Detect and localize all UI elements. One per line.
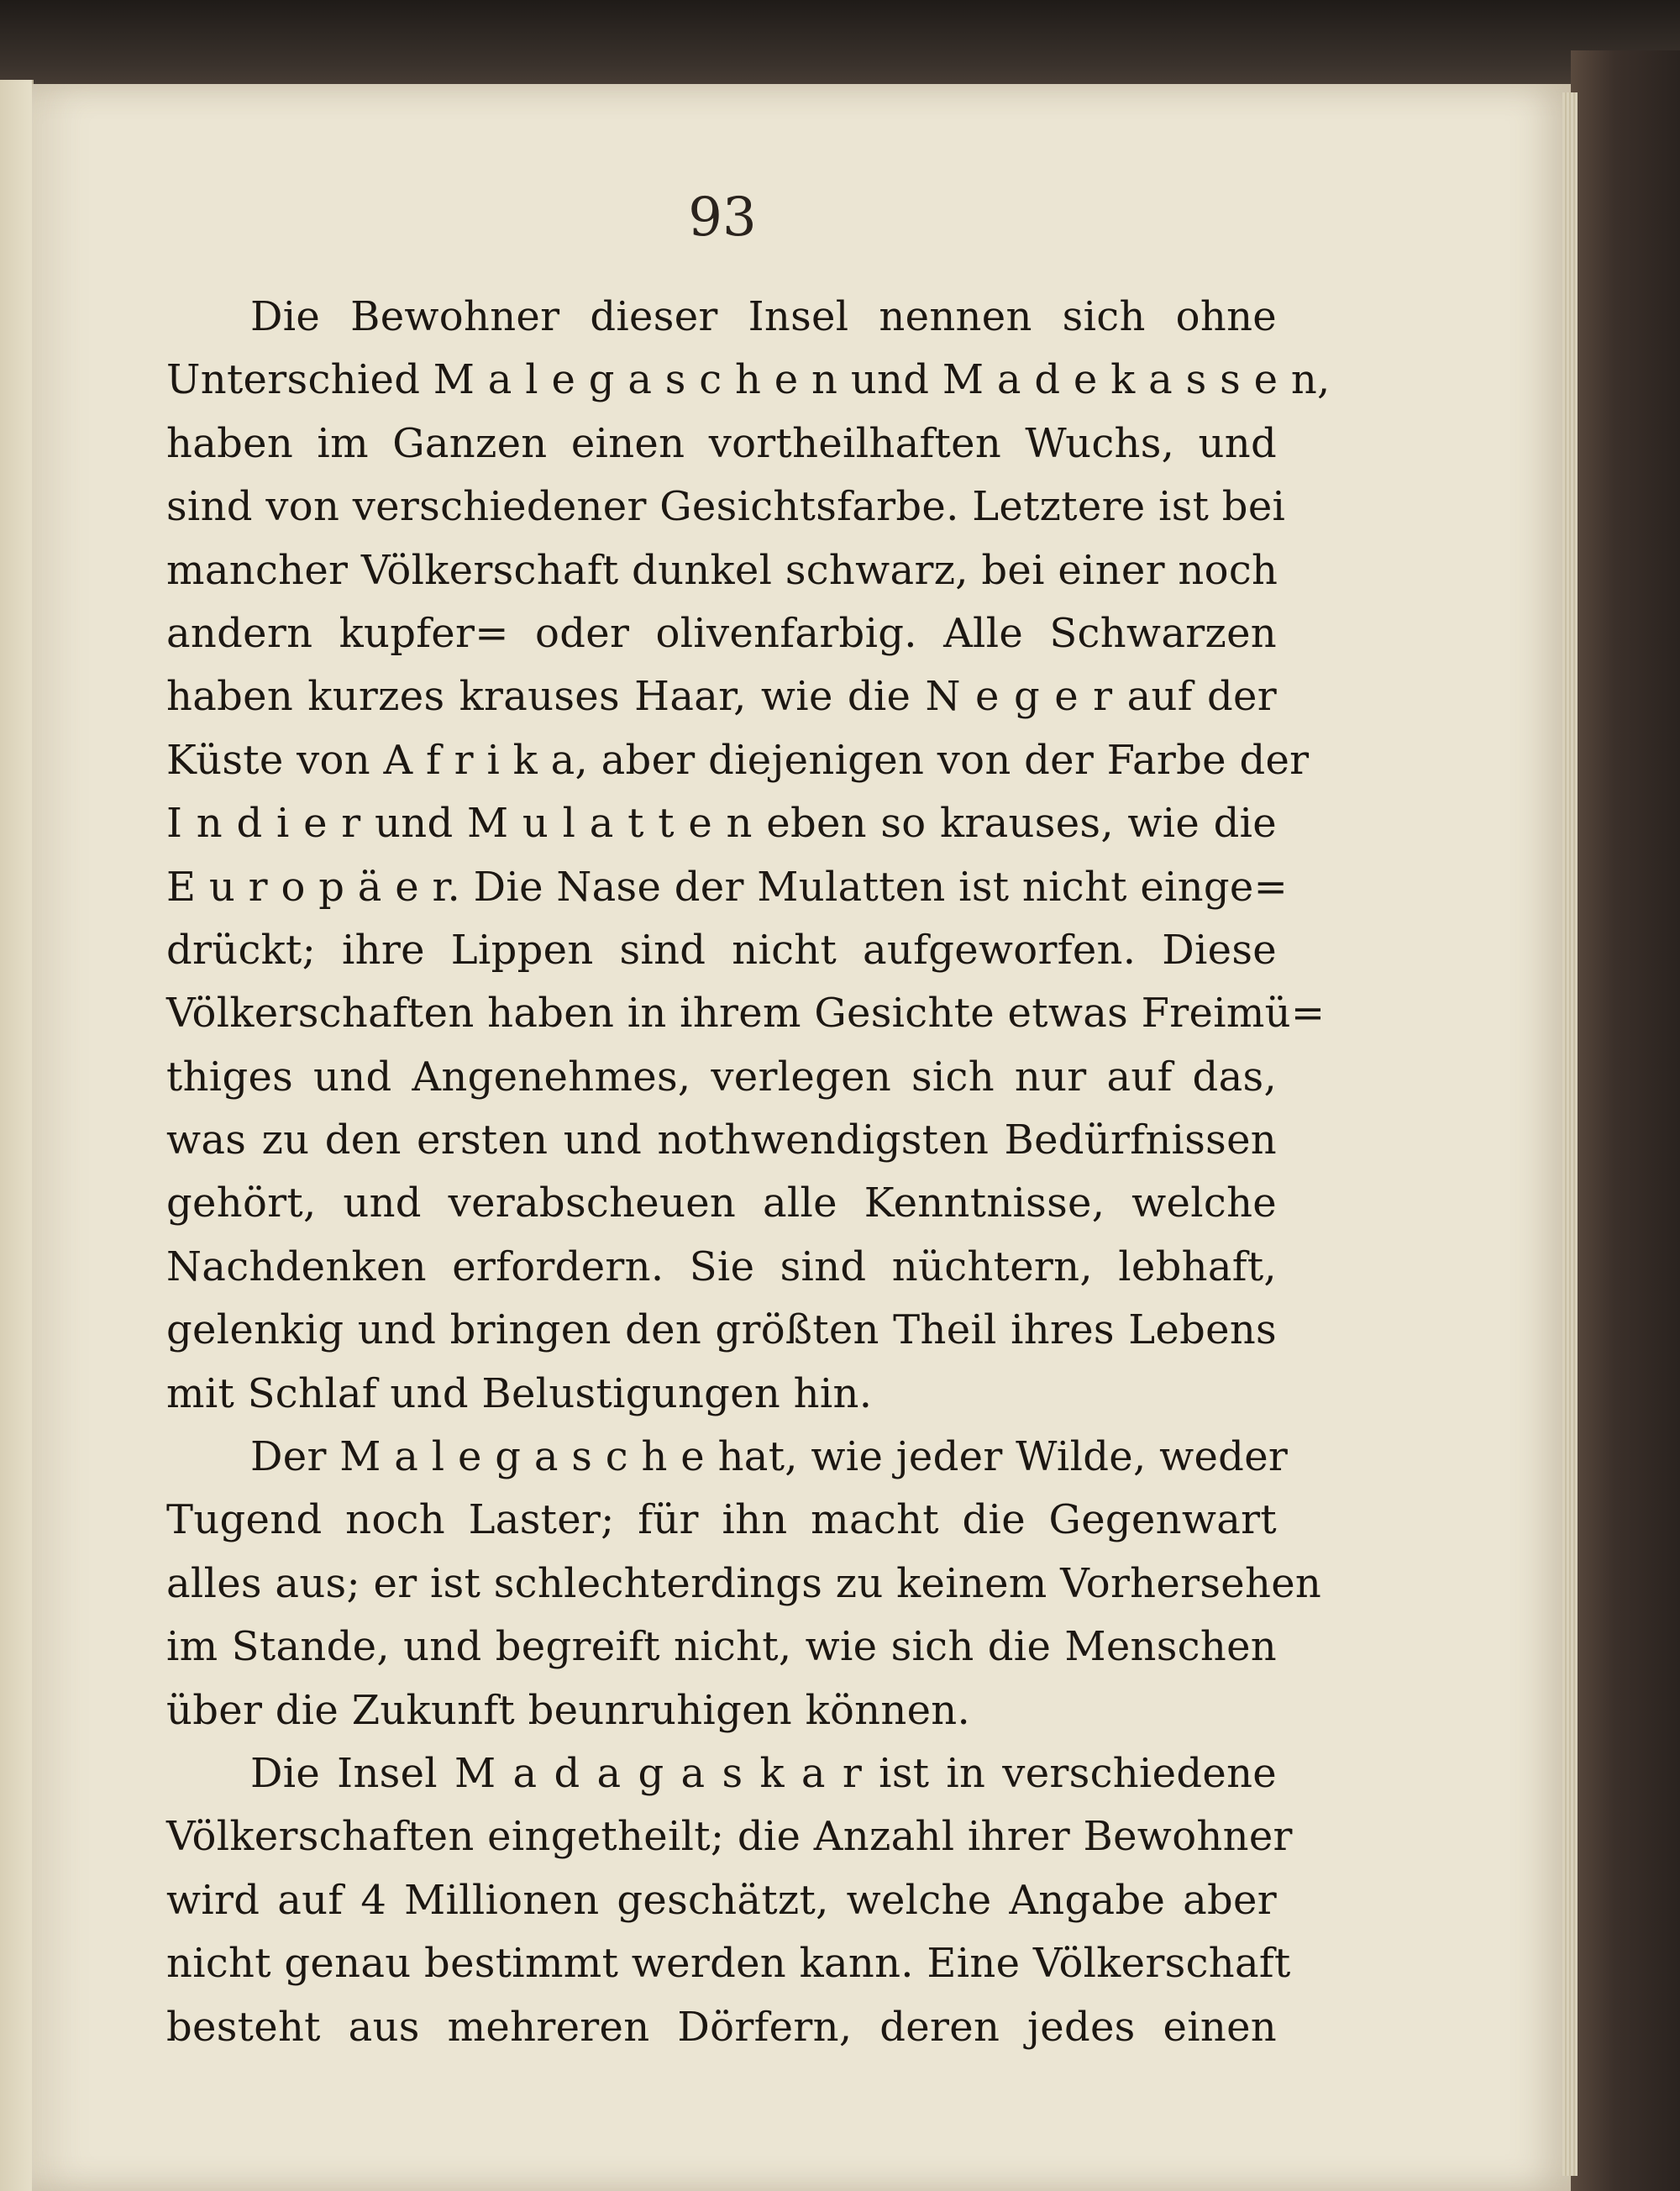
body-text: [166, 286, 1331, 2059]
text-line: Der M a l e g a s c h e hat, wie jeder Wilde, weder: [250, 1433, 1289, 1481]
text-line: gelenkig und bringen den größten Theil ihres Lebens: [166, 1306, 1277, 1354]
text-line: Die Insel M a d a g a s k a r ist in verschiedene: [250, 1749, 1277, 1797]
text-line: Küste von A f r i k a, aber diejenigen von der Farbe der: [166, 736, 1310, 784]
text-line: thiges und Angenehmes, verlegen sich nur auf das,: [166, 1053, 1277, 1101]
text-line: alles aus; er ist schlechterdings zu keinem Vorhersehen: [166, 1559, 1322, 1607]
text-line: besteht aus mehreren Dörfern, deren jedes einen: [166, 2003, 1277, 2051]
book-cover-edge: [1571, 50, 1680, 2191]
text-line: drückt; ihre Lippen sind nicht aufgeworfen. Diese: [166, 926, 1277, 974]
text-line: haben kurzes krauses Haar, wie die N e g e r auf der: [166, 673, 1277, 721]
text-line: gehört, und verabscheuen alle Kenntnisse, welche: [166, 1180, 1277, 1227]
text-line: I n d i e r und M u l a t t e n eben so krauses, wie die: [166, 800, 1277, 848]
text-line: mancher Völkerschaft dunkel schwarz, bei einer noch: [166, 546, 1278, 594]
text-line: Unterschied M a l e g a s c h e n und M a d e k a s s e n,: [166, 356, 1331, 404]
text-line: nicht genau bestimmt werden kann. Eine Völkerschaft: [166, 1940, 1291, 1988]
text-line: E u r o p ä e r. Die Nase der Mulatten ist nicht einge=: [166, 863, 1289, 911]
page-number: 93: [688, 187, 757, 249]
text-line: Die Bewohner dieser Insel nennen sich ohne: [250, 293, 1277, 340]
text-line: Tugend noch Laster; für ihn macht die Gegenwart: [166, 1496, 1277, 1544]
text-line: wird auf 4 Millionen geschätzt, welche Angabe aber: [166, 1876, 1277, 1924]
text-line: Nachdenken erfordern. Sie sind nüchtern, lebhaft,: [166, 1243, 1277, 1290]
text-line: Völkerschaften haben in ihrem Gesichte etwas Freimü=: [166, 990, 1326, 1038]
page-stack-edge: [1562, 92, 1578, 2176]
book-binding-top: [0, 0, 1680, 92]
text-line: haben im Ganzen einen vortheilhaften Wuchs, und: [166, 419, 1277, 467]
text-line: sind von verschiedener Gesichtsfarbe. Letztere ist bei: [166, 483, 1286, 531]
text-line: Völkerschaften eingetheilt; die Anzahl ihrer Bewohner: [166, 1813, 1293, 1861]
facing-page-edge: [0, 80, 34, 2191]
text-line: was zu den ersten und nothwendigsten Bedürfnissen: [166, 1117, 1277, 1164]
text-line: über die Zukunft beunruhigen können.: [166, 1686, 971, 1734]
text-line: im Stande, und begreift nicht, wie sich die Menschen: [166, 1623, 1277, 1671]
text-line: andern kupfer= oder olivenfarbig. Alle Schwarzen: [166, 609, 1277, 657]
text-line: mit Schlaf und Belustigungen hin.: [166, 1369, 873, 1417]
